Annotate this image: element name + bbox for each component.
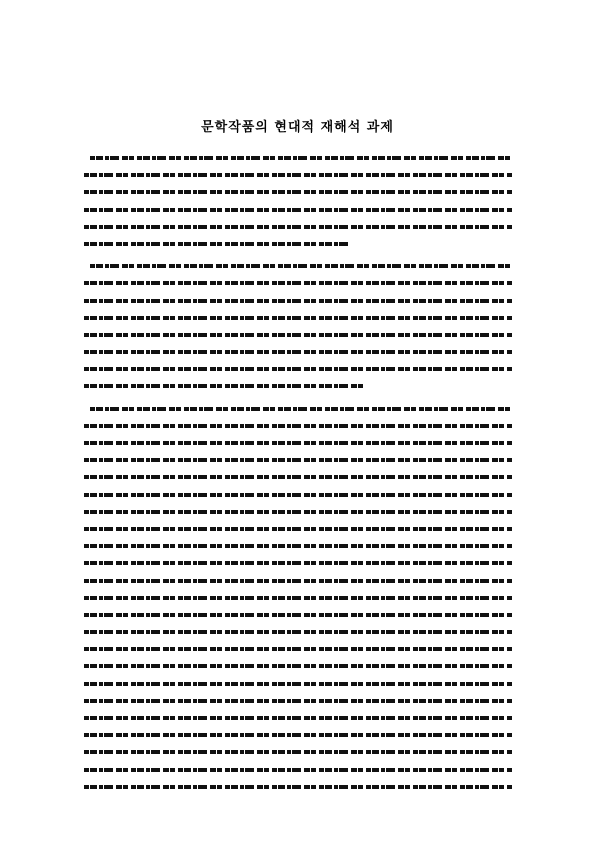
illegible-text xyxy=(84,333,512,337)
illegible-text xyxy=(84,475,512,479)
text-line xyxy=(84,555,512,572)
illegible-text xyxy=(84,510,512,514)
illegible-text xyxy=(84,458,512,462)
text-line xyxy=(84,418,512,435)
text-line xyxy=(84,641,512,658)
illegible-text xyxy=(84,699,512,703)
illegible-text xyxy=(84,173,512,177)
text-line xyxy=(84,693,512,710)
illegible-text xyxy=(84,561,512,565)
illegible-text xyxy=(84,190,512,194)
illegible-text xyxy=(84,225,512,229)
text-line xyxy=(84,236,512,253)
text-line xyxy=(84,779,512,796)
text-line xyxy=(84,487,512,504)
text-line xyxy=(84,727,512,744)
paragraph xyxy=(84,258,512,396)
illegible-text xyxy=(90,156,512,160)
illegible-text xyxy=(84,316,512,320)
body-text xyxy=(84,150,512,801)
text-line xyxy=(84,310,512,327)
illegible-text xyxy=(84,299,512,303)
illegible-text xyxy=(84,384,366,388)
text-line xyxy=(84,573,512,590)
text-line xyxy=(84,607,512,624)
text-line xyxy=(84,658,512,675)
text-line xyxy=(84,202,512,219)
text-line xyxy=(84,676,512,693)
text-line xyxy=(84,293,512,310)
text-line xyxy=(84,762,512,779)
text-line xyxy=(84,469,512,486)
text-line xyxy=(84,327,512,344)
illegible-text xyxy=(84,596,512,600)
illegible-text xyxy=(84,242,349,246)
illegible-text xyxy=(84,785,512,789)
text-line xyxy=(84,435,512,452)
text-line xyxy=(84,184,512,201)
illegible-text xyxy=(84,544,512,548)
illegible-text xyxy=(84,281,512,285)
illegible-text xyxy=(84,733,512,737)
text-line xyxy=(84,521,512,538)
illegible-text xyxy=(84,350,512,354)
text-line xyxy=(84,219,512,236)
illegible-text xyxy=(84,441,512,445)
text-line xyxy=(84,258,512,275)
illegible-text xyxy=(84,424,512,428)
text-line xyxy=(84,275,512,292)
document-title: 문학작품의 현대적 재해석 과제 xyxy=(201,120,394,135)
illegible-text xyxy=(84,208,512,212)
illegible-text xyxy=(84,367,512,371)
illegible-text xyxy=(84,768,512,772)
illegible-text xyxy=(84,682,512,686)
illegible-text xyxy=(84,527,512,531)
paragraph xyxy=(84,401,512,796)
illegible-text xyxy=(84,664,512,668)
illegible-text xyxy=(84,579,512,583)
text-line xyxy=(84,744,512,761)
text-line xyxy=(84,167,512,184)
text-line xyxy=(84,504,512,521)
illegible-text xyxy=(84,647,512,651)
text-line xyxy=(84,401,512,418)
illegible-text xyxy=(84,493,512,497)
illegible-text xyxy=(84,613,512,617)
illegible-text xyxy=(90,264,512,268)
text-line xyxy=(84,361,512,378)
text-line xyxy=(84,150,512,167)
text-line xyxy=(84,590,512,607)
illegible-text xyxy=(84,750,512,754)
paragraph xyxy=(84,150,512,253)
text-line xyxy=(84,710,512,727)
text-line xyxy=(84,344,512,361)
illegible-text xyxy=(84,716,512,720)
illegible-text xyxy=(84,630,512,634)
illegible-text xyxy=(90,407,512,411)
text-line xyxy=(84,624,512,641)
text-line xyxy=(84,378,512,395)
text-line xyxy=(84,538,512,555)
text-line xyxy=(84,452,512,469)
